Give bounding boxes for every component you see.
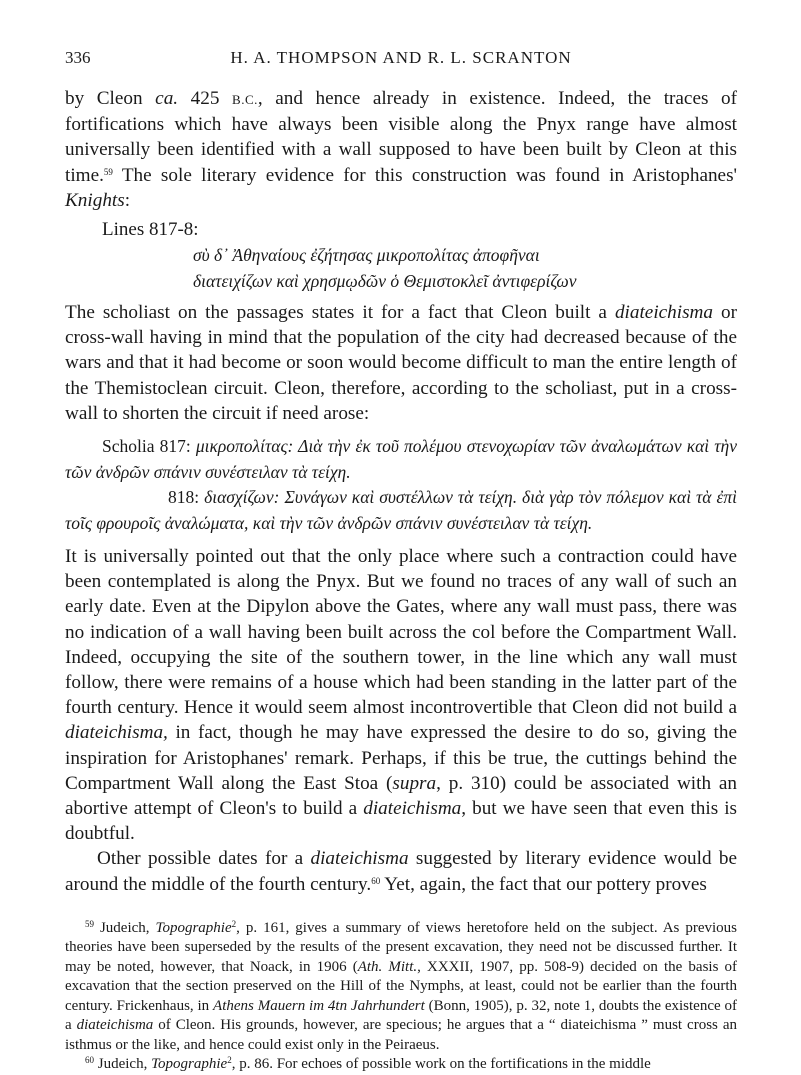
text: , XXXII, 1907, pp. 508-9) decided on the basis of excavation that the section preserved on the Hill of the Nymphs, at least, could not be earlier than the fourth century. Frickenhaus, in	[65, 958, 738, 1014]
text-italic: diateichisma	[614, 302, 714, 324]
text-small-caps: B.C.	[232, 92, 258, 107]
scholia-block	[65, 434, 737, 536]
scholion-label: Scholia 817:	[102, 436, 196, 457]
text: (Bonn, 1905), p. 32, note 1, doubts the existence of a	[65, 997, 737, 1034]
text: It is universally pointed out that the only place where such a contraction could have been contemplated is along the Pnyx. But we found no traces of any wall of such an early date. Even at the Dipylon above the Gates, where any wall must pass, there was no indication of a wall having been built across the col before the Compartment Wall. Indeed, occupying the site of the southern tower, in the line which any wall must follow, there were remains of a house which had been standing in the latter part of the fourth century. Hence it would seem almost incontrovertible that Cleon did not build a	[65, 546, 737, 719]
text: Other possible dates for a	[97, 848, 311, 870]
text-italic: diateichisma	[310, 848, 409, 870]
text: , but we have seen that even this is doubtful.	[65, 798, 737, 845]
text-italic: Topographie	[155, 919, 232, 936]
page-number: 336	[65, 48, 91, 67]
text: The scholiast on the passages states it for a fact that Cleon built a	[65, 302, 615, 324]
text-italic: Ath. Mitt.	[357, 958, 418, 975]
text: of Cleon. His grounds, however, are specious; he argues that a “ diateichisma ” must cross an isthmus or the like, and hence could exist only in the Peiraeus.	[65, 1017, 737, 1053]
footnote-ref-59: 59	[103, 166, 113, 177]
text-italic: supra	[392, 772, 437, 794]
footnote-60	[65, 1055, 737, 1075]
text-italic: diateichisma,	[65, 722, 168, 744]
paragraph-4	[65, 846, 737, 896]
text-italic: Knights	[65, 189, 125, 211]
paragraph-2	[65, 300, 737, 426]
text: , p. 310) could be associated with an abortive attempt of Cleon's to build a	[65, 772, 737, 820]
text: suggested by literary evidence would be around the middle of the fourth century.	[65, 848, 737, 895]
greek-text: μικροπολίτας: Διὰ τὴν ἐκ τοῦ πολέμου στενοχωρίαν τῶν ἀναλωμάτων καὶ τὴν τῶν ἀνδρῶν σπάνιν συνέστειλαν τὰ τείχη.	[65, 436, 737, 482]
footnote-ref-60: 60	[371, 875, 381, 886]
paragraph-1	[65, 86, 737, 213]
text-italic: ca.	[155, 88, 179, 109]
footnote-59	[65, 919, 737, 1056]
text: Judeich,	[94, 919, 156, 936]
greek-text: διασχίζων: Συνάγων καὶ συστέλλων τὰ τείχη. διὰ γὰρ τὸν πόλεμον καὶ τὰ ἐπὶ τοῖς φρουροῖς ἀναλώματα, καὶ τὴν τῶν ἀνδρῶν σπάνιν συνέστειλαν τὰ τείχη.	[65, 487, 737, 533]
text: or cross-wall having in mind that the population of the city had decreased because of the wars and that it had become or soon would become difficult to man the entire length of the Themistoclean circuit. Cleon, therefore, according to the scholiast, put in a cross-wall to shorten the circuit if need arose:	[65, 302, 737, 424]
text: Judeich,	[94, 1056, 152, 1073]
greek-verse-line: διατειχίζων καὶ χρησμῳδῶν ὁ Θεμιστοκλεῖ ἀντιφερίζων	[193, 271, 577, 292]
text-italic: diateichisma	[363, 798, 462, 820]
text: , p. 86. For echoes of possible work on the fortifications in the middle	[231, 1056, 651, 1073]
footnote-mark: 60	[85, 1055, 94, 1066]
page	[65, 48, 737, 1075]
text: , and hence already in existence. Indeed, the traces of fortifications which have always been visible along the Pnyx range have almost universally been identified with a wall supposed to have been built by Cleon at this time.	[65, 88, 737, 186]
superscript: 2	[227, 1055, 232, 1066]
text-italic: Athens Mauern im 4tn Jahrhundert	[213, 997, 425, 1014]
running-head	[65, 48, 737, 72]
verse-quotation	[65, 217, 737, 294]
text: :	[124, 189, 131, 211]
running-title: H. A. THOMPSON AND R. L. SCRANTON	[230, 48, 572, 67]
text: by Cleon	[65, 88, 156, 109]
paragraph-3	[65, 544, 737, 846]
text-italic: Topographie	[151, 1056, 228, 1073]
text: The sole literary evidence for this construction was found in Aristophanes'	[112, 164, 737, 186]
scholion-818	[65, 485, 737, 536]
footnote-mark: 59	[85, 918, 94, 929]
footnotes	[65, 919, 737, 1075]
text: Yet, again, the fact that our pottery proves	[380, 873, 707, 895]
superscript: 2	[231, 918, 237, 929]
body-text	[65, 86, 737, 897]
scholion-817	[65, 434, 737, 485]
text-italic: diateichisma	[76, 1017, 154, 1034]
text: in fact, though he may have expressed the desire to do so, giving the inspiration for Aristophanes' remark. Perhaps, if this be true, the cuttings behind the Compartment Wall along the East Stoa (	[65, 722, 737, 794]
text: , p. 161, gives a summary of views heretofore held on the subject. As previous theories have been superseded by the results of the present excavation, they need not be discussed further. It may be noted, however, that Noack, in 1906 (	[65, 919, 737, 975]
quote-label: Lines 817-8:	[102, 219, 199, 241]
greek-verse-line: σὺ δ᾽ Ἀθηναίους ἐζήτησας μικροπολίτας ἀποφῆναι	[193, 245, 540, 266]
scholion-label: 818:	[168, 487, 205, 508]
text: 425	[178, 88, 233, 109]
